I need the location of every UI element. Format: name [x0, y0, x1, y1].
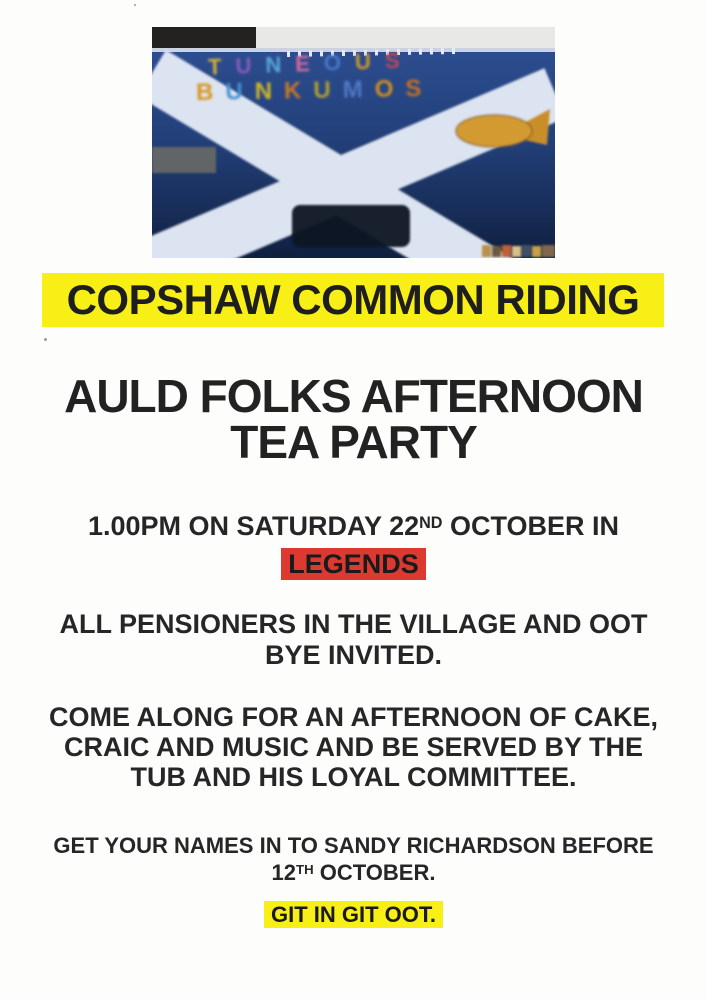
dark-object: [292, 205, 410, 247]
event-venue-line: [0, 547, 707, 581]
description-line2: CRAIC AND MUSIC AND BE SERVED BY THE: [63, 732, 644, 762]
description-line1: COME ALONG FOR AN AFTERNOON OF CAKE,: [49, 702, 658, 732]
gray-object: [152, 147, 216, 173]
bottom-right-clutter: [482, 245, 555, 257]
description-line3: TUB AND HIS LOYAL COMMITTEE.: [130, 762, 577, 792]
rsvp-text: [0, 832, 707, 889]
event-heading-line2: TEA PARTY: [230, 416, 477, 468]
black-bar: [152, 27, 256, 48]
footer-slogan: [0, 901, 707, 928]
footer-slogan-highlight: GIT IN GIT OOT.: [264, 901, 443, 928]
invitees-text: [0, 609, 707, 671]
rsvp-line1: GET YOUR NAMES IN TO SANDY RICHARDSON BEFORE: [53, 833, 654, 858]
event-description: [0, 702, 707, 792]
foam-letters-row-2: BUNKUMOS: [195, 74, 434, 107]
invitees-line2: BYE INVITED.: [264, 640, 443, 670]
rsvp-date: 12: [271, 860, 297, 885]
event-datetime-pre: 1.00PM ON SATURDAY 22: [87, 511, 420, 541]
event-heading-line1: AULD FOLKS AFTERNOON: [64, 370, 643, 422]
venue-highlight: LEGENDS: [281, 548, 426, 580]
scan-speck: [44, 338, 47, 341]
foam-letters-row-1: TUNEOUS: [207, 47, 414, 80]
rsvp-line2: [0, 859, 707, 889]
event-when: [0, 509, 707, 581]
event-datetime-post: OCTOBER IN: [442, 511, 620, 541]
rsvp-date-post: OCTOBER.: [313, 860, 436, 885]
scan-speck: [134, 4, 136, 6]
event-datetime-line: [0, 509, 707, 547]
page-title-text: COPSHAW COMMON RIDING: [66, 276, 640, 323]
event-heading: [0, 370, 707, 468]
date-ordinal: ND: [419, 513, 443, 532]
saltire-flag-photo: [152, 27, 555, 258]
invitees-line1: ALL PENSIONERS IN THE VILLAGE AND OOT: [59, 609, 648, 639]
rsvp-date-ordinal: TH: [296, 862, 314, 878]
page-title: [42, 273, 664, 327]
